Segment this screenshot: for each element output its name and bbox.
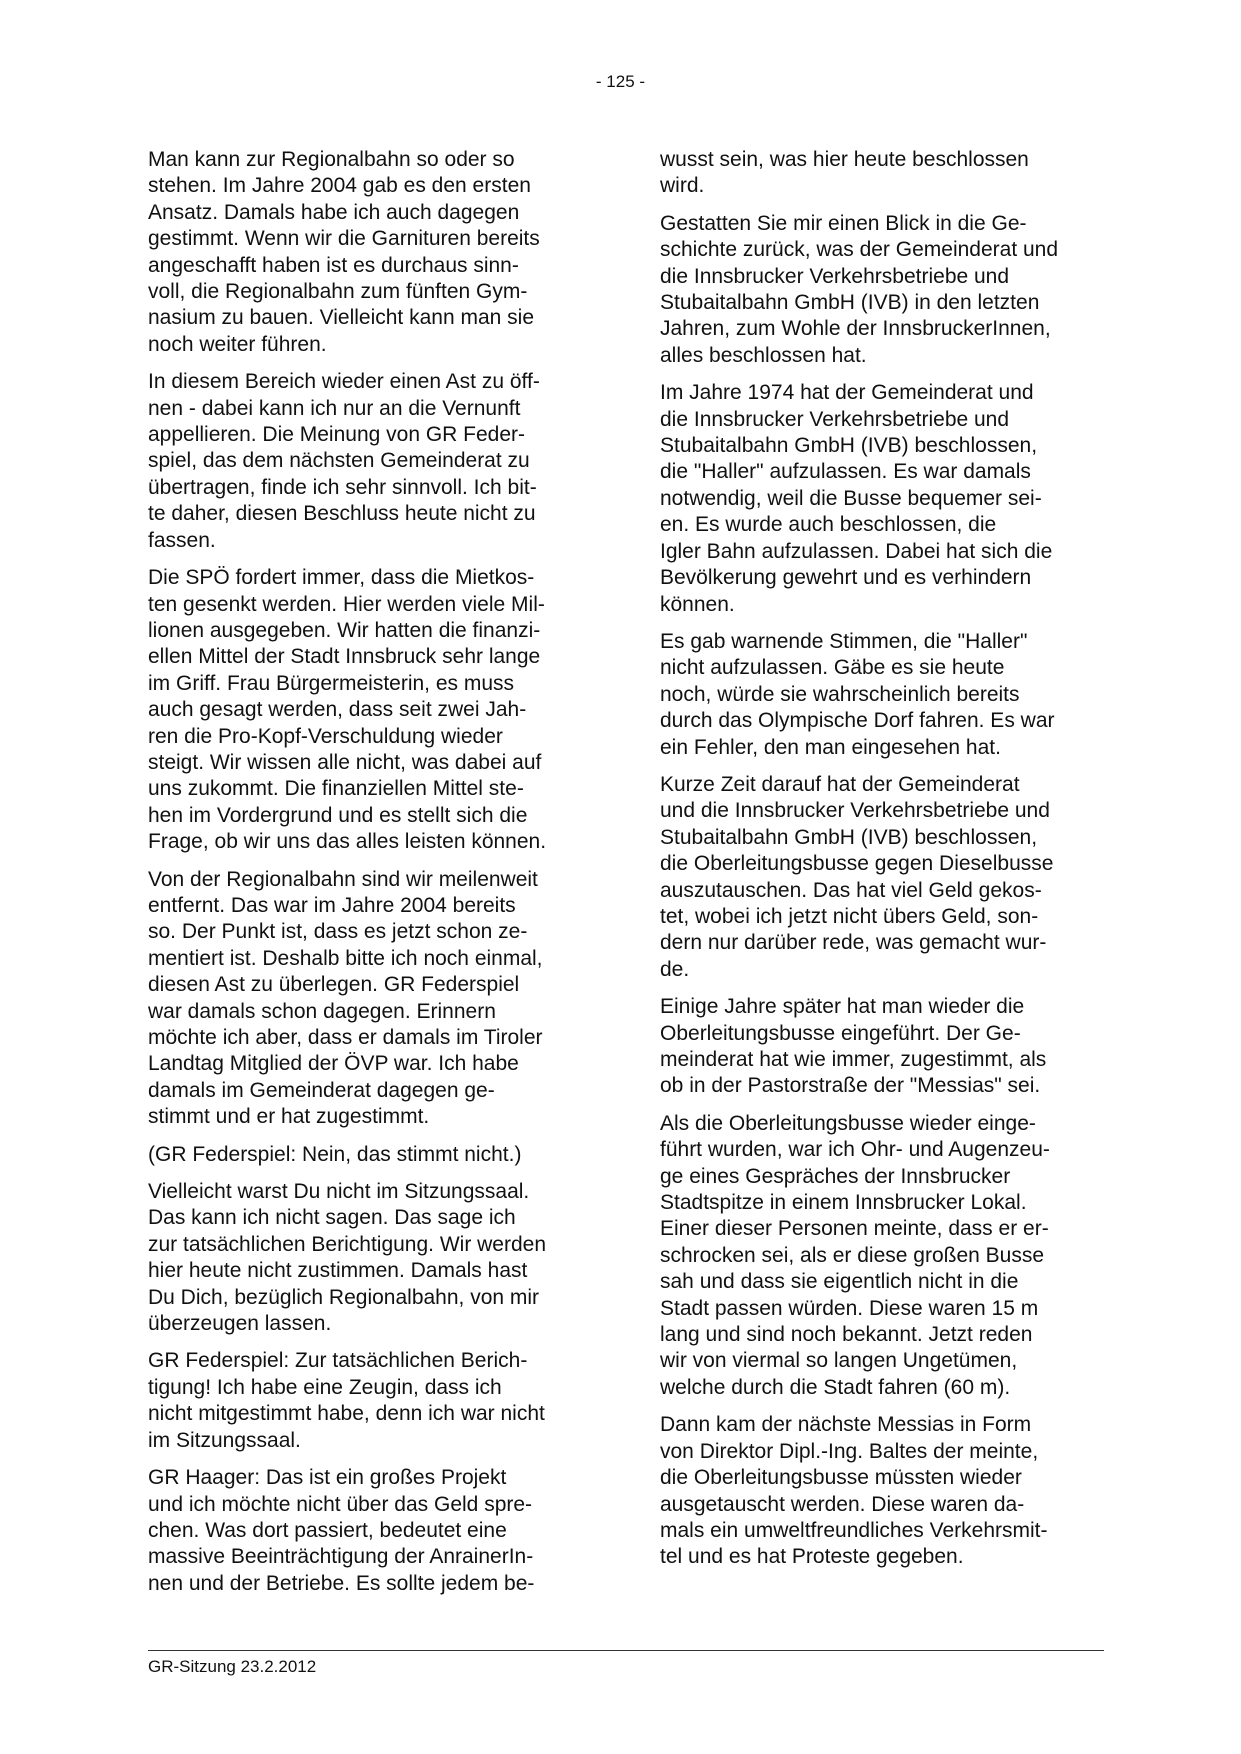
footer-session-label: GR-Sitzung 23.2.2012 <box>148 1657 317 1676</box>
right-paragraph-1: wusst sein, was hier heute beschlossen wird. <box>660 148 1029 198</box>
right-column <box>660 147 1100 1582</box>
right-paragraph-2: Gestatten Sie mir einen Blick in die Ge- schichte zurück, was der Gemeinderat und die Innsbrucker Verkehrsbetriebe und Stubaitalbahn GmbH (IVB) in den letzten Jahren, zum Wohle der InnsbruckerInnen, alles beschlossen hat. <box>660 211 1059 367</box>
right-paragraph-3: Im Jahre 1974 hat der Gemeinderat und die Innsbrucker Verkehrsbetriebe und Stubaitalbahn GmbH (IVB) beschlossen, die "Haller" aufzulassen. Es war damals notwendig, weil die Busse bequemer sei- en. Es wurde auch beschlossen, die Igler Bahn aufzulassen. Dabei hat sich die Bevölkerung gewehrt und es verhindern können. <box>660 381 1053 616</box>
footer-divider <box>148 1650 1104 1651</box>
left-paragraph-2: In diesem Bereich wieder einen Ast zu öff- nen - dabei kann ich nur an die Vernunft appellieren. Die Meinung von GR Feder- spiel, das dem nächsten Gemeinderat zu übertragen, finde ich sehr sinnvoll. Ich bit- te daher, diesen Beschluss heute nicht zu fassen. <box>148 370 540 552</box>
left-paragraph-4: Von der Regionalbahn sind wir meilenweit entfernt. Das war im Jahre 2004 bereits so. Der Punkt ist, dass es jetzt schon ze- mentiert ist. Deshalb bitte ich noch einmal, diesen Ast zu überlegen. GR Federspiel war damals schon dagegen. Erinnern möchte ich aber, dass er damals im Tiroler Landtag Mitglied der ÖVP war. Ich habe damals im Gemeinderat dagegen ge- stimmt und er hat zugestimmt. <box>148 867 543 1129</box>
left-paragraph-1: Man kann zur Regionalbahn so oder so stehen. Im Jahre 2004 gab es den ersten Ansatz. Damals habe ich auch dagegen gestimmt. Wenn wir die Garnituren bereits angeschafft haben ist es durchaus sinn- voll, die Regionalbahn zum fünften Gym- nasium zu bauen. Vielleicht kann man sie noch weiter führen. <box>148 148 540 356</box>
left-paragraph-3: Die SPÖ fordert immer, dass die Mietkos- ten gesenkt werden. Hier werden viele Mil- lionen ausgegeben. Wir hatten die finanzi- ellen Mittel der Stadt Innsbruck sehr lange im Griff. Frau Bürgermeisterin, es muss auch gesagt werden, dass seit zwei Jah- ren die Pro-Kopf-Verschuldung wieder steigt. Wir wissen alle nicht, was dabei auf uns zukommt. Die finanziellen Mittel ste- hen im Vordergrund und es stellt sich die Frage, ob wir uns das alles leisten können. <box>148 566 547 854</box>
left-paragraph-5: (GR Federspiel: Nein, das stimmt nicht.) <box>148 1142 522 1166</box>
right-paragraph-6: Einige Jahre später hat man wieder die Oberleitungsbusse eingeführt. Der Ge- meinderat hat wie immer, zugestimmt, als ob in der Pastorstraße der "Messias" sei. <box>660 995 1047 1098</box>
right-paragraph-5: Kurze Zeit darauf hat der Gemeinderat und die Innsbrucker Verkehrsbetriebe und Stubaitalbahn GmbH (IVB) beschlossen, die Oberleitungsbusse gegen Dieselbusse auszutauschen. Das hat viel Geld gekos- tet, wobei ich jetzt nicht übers Geld, son- dern nur darüber rede, was gemacht wur- de. <box>660 772 1054 981</box>
page-number: - 125 - <box>595 72 646 91</box>
right-paragraph-8: Dann kam der nächste Messias in Form von Direktor Dipl.-Ing. Baltes der meinte, die Oberleitungsbusse müssten wieder ausgetauscht werden. Diese waren da- mals ein umweltfreundliches Verkehrsmit- tel und es hat Proteste gegeben. <box>660 1413 1048 1569</box>
right-paragraph-7: Als die Oberleitungsbusse wieder einge- führt wurden, war ich Ohr- und Augenzeu- ge eines Gespräches der Innsbrucker Stadtspitze in einem Innsbrucker Lokal. Einer dieser Personen meinte, dass er er- schrocken sei, als er diese großen Busse sah und dass sie eigentlich nicht in die Stadt passen würden. Diese waren 15 m lang und sind noch bekannt. Jetzt reden wir von viermal so langen Ungetümen, welche durch die Stadt fahren (60 m). <box>660 1111 1050 1399</box>
left-column <box>148 147 588 1608</box>
right-paragraph-4: Es gab warnende Stimmen, die "Haller" nicht aufzulassen. Gäbe es sie heute noch, würde sie wahrscheinlich bereits durch das Olympische Dorf fahren. Es war ein Fehler, den man eingesehen hat. <box>660 629 1055 759</box>
left-paragraph-8: GR Haager: Das ist ein großes Projekt und ich möchte nicht über das Geld spre- chen. Was dort passiert, bedeutet eine massive Beeinträchtigung der AnrainerIn- nen und der Betriebe. Es sollte jedem be- <box>148 1466 535 1595</box>
left-paragraph-7: GR Federspiel: Zur tatsächlichen Berich- tigung! Ich habe eine Zeugin, dass ich nicht mitgestimmt habe, denn ich war nicht im Sitzungssaal. <box>148 1349 545 1452</box>
left-paragraph-6: Vielleicht warst Du nicht im Sitzungssaal. Das kann ich nicht sagen. Das sage ich zur tatsächlichen Berichtigung. Wir werden hier heute nicht zustimmen. Damals hast Du Dich, bezüglich Regionalbahn, von mir überzeugen lassen. <box>148 1180 547 1336</box>
